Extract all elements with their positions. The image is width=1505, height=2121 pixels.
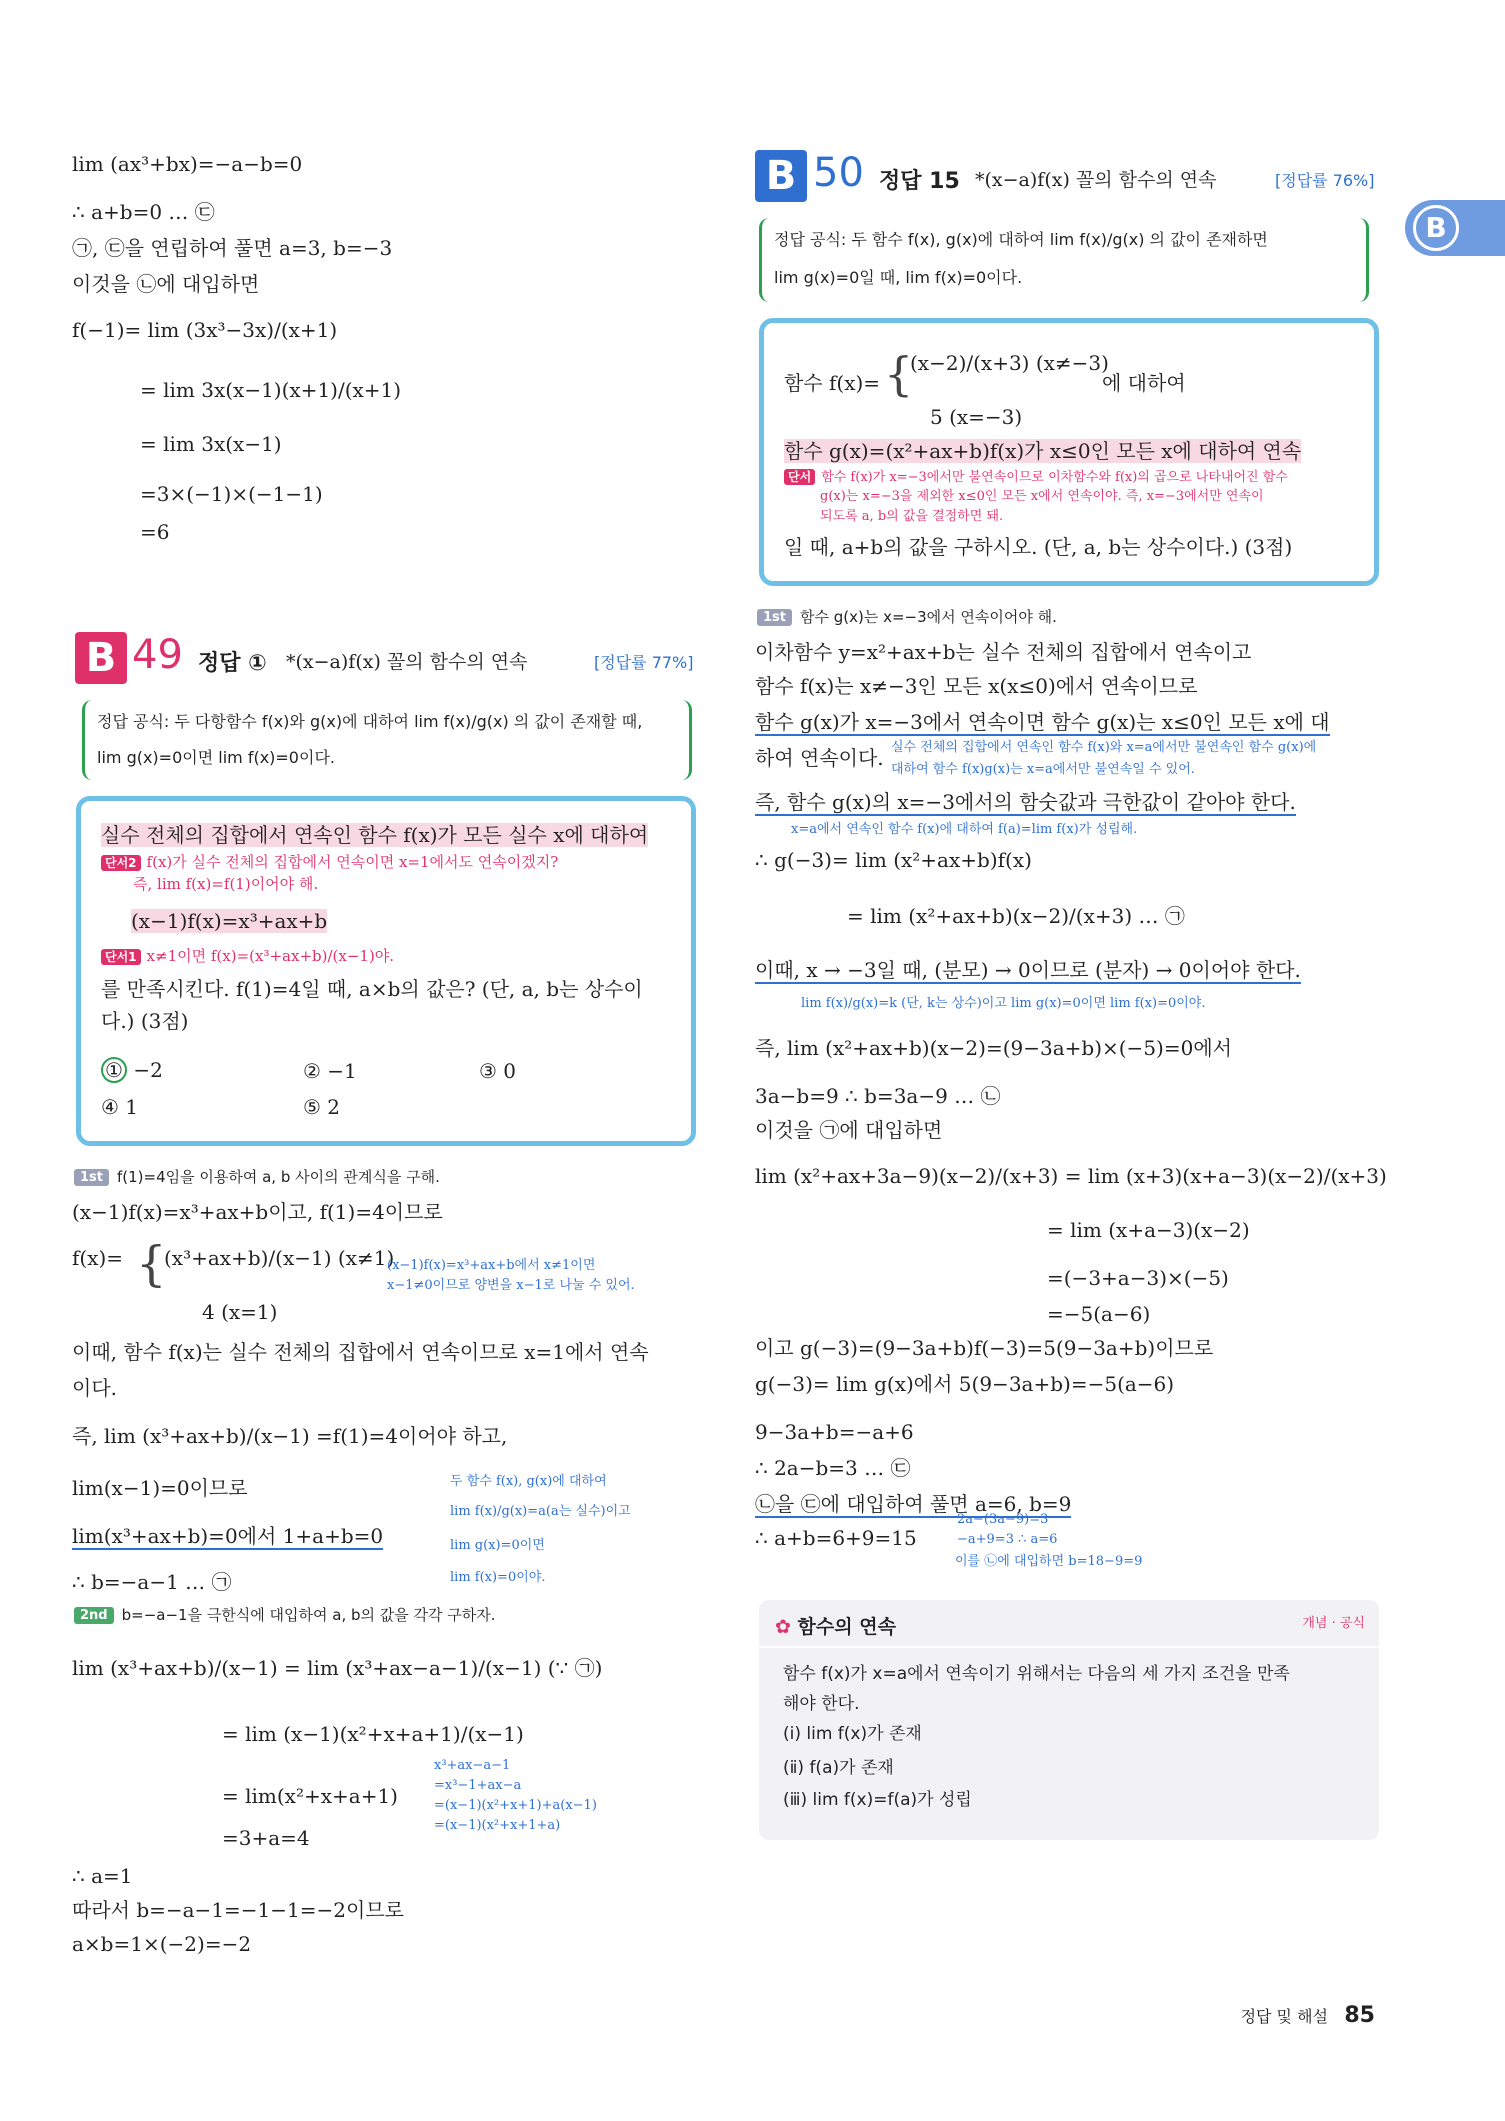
text-line: = lim (x²+ax+b)(x−2)/(x+3) … ㉠ bbox=[847, 904, 1185, 928]
side-note: 이를 ㉡에 대입하면 b=18−9=9 bbox=[955, 1554, 1143, 1569]
text-line: 함수 f(x)는 x≠−3인 모든 x(x≤0)에서 연속이므로 bbox=[755, 674, 1198, 698]
side-note: x−1≠0이므로 양변을 x−1로 나눌 수 있어. bbox=[387, 1278, 635, 1293]
concept-line: (ⅰ) lim f(x)가 존재 bbox=[783, 1724, 922, 1744]
text-line: lim (x²+ax+3a−9)(x−2)/(x+3) = lim (x+3)(x+a−3)(x−2)/(x+3) bbox=[755, 1164, 1387, 1188]
text-line: 이다. bbox=[72, 1376, 117, 1400]
problem-number: 50 bbox=[813, 150, 864, 196]
text-line: 9−3a+b=−a+6 bbox=[755, 1420, 914, 1444]
concept-line: 해야 한다. bbox=[783, 1694, 860, 1714]
side-note: x=a에서 연속인 함수 f(x)에 대하여 f(a)=lim f(x)가 성립해. bbox=[791, 822, 1138, 837]
side-note: 2a−(3a−9)=3 bbox=[957, 1512, 1049, 1527]
side-note: lim f(x)/g(x)=k (단, k는 상수)이고 lim g(x)=0이면 lim f(x)=0이야. bbox=[801, 996, 1206, 1011]
question-box bbox=[759, 318, 1379, 586]
text-line: lim(x−1)=0이므로 bbox=[72, 1476, 248, 1500]
text-line: ∴ a+b=6+9=15 bbox=[755, 1526, 917, 1550]
step-line: 1st f(1)=4임을 이용하여 a, b 사이의 관계식을 구해. bbox=[74, 1168, 440, 1186]
answer-label: 정답 ① bbox=[198, 651, 267, 676]
text-line: =3×(−1)×(−1−1) bbox=[140, 482, 323, 506]
text-line: 즉, lim (x³+ax+b)/(x−1) =f(1)=4이어야 하고, bbox=[72, 1424, 508, 1448]
question-line: 에 대하여 bbox=[1102, 371, 1186, 395]
side-note: −a+9=3 ∴ a=6 bbox=[957, 1532, 1058, 1547]
text-line: =−5(a−6) bbox=[1047, 1302, 1151, 1326]
text-line: = lim 3x(x−1) bbox=[140, 432, 282, 456]
problem-topic: *(x−a)f(x) 꼴의 함수의 연속 bbox=[975, 169, 1217, 191]
brace: { bbox=[136, 1236, 167, 1292]
piecewise-case: (x³+ax+b)/(x−1) (x≠1) bbox=[164, 1246, 395, 1270]
text-line: 따라서 b=−a−1=−1−1=−2이므로 bbox=[72, 1898, 404, 1922]
choice-1[interactable]: ① −2 bbox=[101, 1057, 163, 1083]
text-line: ∴ a=1 bbox=[72, 1864, 133, 1888]
question-equation: (x−1)f(x)=x³+ax+b bbox=[131, 909, 328, 933]
text-line: 이고 g(−3)=(9−3a+b)f(−3)=5(9−3a+b)이므로 bbox=[755, 1336, 1214, 1360]
divider bbox=[759, 1646, 1379, 1648]
key-formula-line: lim g(x)=0일 때, lim f(x)=0이다. bbox=[774, 268, 1023, 287]
page-number: 85 bbox=[1344, 2003, 1375, 2028]
text-line: 이것을 ㉡에 대입하면 bbox=[72, 272, 260, 296]
problem-badge: B bbox=[75, 632, 127, 684]
side-note: =(x−1)(x²+x+1)+a(x−1) bbox=[434, 1798, 597, 1813]
text-line: ㉡을 ㉢에 대입하여 풀면 a=6, b=9 bbox=[755, 1492, 1072, 1516]
concept-line: (ⅱ) f(a)가 존재 bbox=[783, 1758, 894, 1778]
hint-badge: 단서2 bbox=[101, 855, 141, 871]
text-line: ∴ a+b=0 … ㉢ bbox=[72, 200, 215, 224]
concept-tag: 개념 · 공식 bbox=[1302, 1616, 1365, 1631]
text-line: = lim 3x(x−1)(x+1)/(x+1) bbox=[140, 378, 402, 402]
text-line: 하여 연속이다. bbox=[755, 746, 884, 770]
text-line: lim (ax³+bx)=−a−b=0 bbox=[72, 152, 303, 176]
side-note: x³+ax−a−1 bbox=[434, 1758, 511, 1773]
hint-line: 단서1 x≠1이면 f(x)=(x³+ax+b)/(x−1)야. bbox=[101, 947, 394, 965]
question-line: 를 만족시킨다. f(1)=4일 때, a×b의 값은? (단, a, b는 상수이 bbox=[101, 977, 643, 1001]
piecewise-label: f(x)= bbox=[72, 1246, 124, 1270]
hint-line: 단서 함수 f(x)가 x=−3에서만 불연속이므로 이차함수와 f(x)의 곱으로 나타내어진 함수 bbox=[784, 469, 1288, 486]
text-line: 이때, x → −3일 때, (분모) → 0이므로 (분자) → 0이어야 한다. bbox=[755, 958, 1301, 982]
piecewise-case: (x−2)/(x+3) (x≠−3) bbox=[910, 351, 1109, 375]
hint-line: g(x)는 x=−3을 제외한 x≤0인 모든 x에서 연속이야. 즉, x=−3에서만 연속이 bbox=[820, 489, 1264, 504]
text-line: lim (x³+ax+b)/(x−1) = lim (x³+ax−a−1)/(x−1) (∵ ㉠) bbox=[72, 1656, 603, 1680]
text-line: ∴ b=−a−1 … ㉠ bbox=[72, 1570, 232, 1594]
text-line: 이것을 ㉠에 대입하면 bbox=[755, 1118, 943, 1142]
question-line: 실수 전체의 집합에서 연속인 함수 f(x)가 모든 실수 x에 대하여 bbox=[101, 823, 649, 847]
question-line: 함수 f(x)= bbox=[784, 371, 881, 395]
side-note: lim f(x)=0이야. bbox=[450, 1570, 546, 1585]
text-line: (x−1)f(x)=x³+ax+b이고, f(1)=4이므로 bbox=[72, 1200, 443, 1224]
choice-5[interactable]: ⑤ 2 bbox=[303, 1095, 341, 1119]
concept-title: ✿ 함수의 연속 bbox=[775, 1616, 896, 1638]
text-line: = lim(x²+x+a+1) bbox=[222, 1784, 398, 1808]
side-note: 대하여 함수 f(x)g(x)는 x=a에서만 불연속일 수 있어. bbox=[891, 762, 1195, 777]
side-note: lim f(x)/g(x)=a(a는 실수)이고 bbox=[450, 1504, 631, 1519]
key-formula-line: lim g(x)=0이면 lim f(x)=0이다. bbox=[97, 748, 335, 767]
hint-badge: 단서 bbox=[784, 469, 815, 485]
footer-label: 정답 및 해설 bbox=[1240, 2007, 1329, 2026]
text-line: g(−3)= lim g(x)에서 5(9−3a+b)=−5(a−6) bbox=[755, 1372, 1175, 1396]
step-badge: 1st bbox=[74, 1169, 109, 1187]
hint-badge: 단서1 bbox=[101, 949, 141, 965]
side-note: 두 함수 f(x), g(x)에 대하여 bbox=[450, 1474, 607, 1489]
side-note: 실수 전체의 집합에서 연속인 함수 f(x)와 x=a에서만 불연속인 함수 g(x)에 bbox=[891, 740, 1317, 755]
problem-number: 49 bbox=[132, 632, 183, 678]
correct-rate: [정답률 77%] bbox=[594, 653, 694, 672]
key-formula-box bbox=[82, 700, 692, 780]
correct-rate: [정답률 76%] bbox=[1275, 171, 1375, 190]
choice-3[interactable]: ③ 0 bbox=[479, 1059, 517, 1083]
text-line: 이차함수 y=x²+ax+b는 실수 전체의 집합에서 연속이고 bbox=[755, 640, 1252, 664]
brace: { bbox=[884, 347, 914, 401]
section-tab-label: B bbox=[1413, 205, 1459, 251]
text-line: 3a−b=9 ∴ b=3a−9 … ㉡ bbox=[755, 1084, 1001, 1108]
text-line: ∴ 2a−b=3 … ㉢ bbox=[755, 1456, 911, 1480]
answer-label: 정답 15 bbox=[879, 169, 960, 194]
key-formula-line: 정답 공식: 두 함수 f(x), g(x)에 대하여 lim f(x)/g(x) 의 값이 존재하면 bbox=[774, 230, 1268, 249]
text-line: 즉, 함수 g(x)의 x=−3에서의 함숫값과 극한값이 같아야 한다. bbox=[755, 790, 1296, 814]
question-line: 일 때, a+b의 값을 구하시오. (단, a, b는 상수이다.) (3점) bbox=[784, 535, 1293, 559]
step-line: 1st 함수 g(x)는 x=−3에서 연속이어야 해. bbox=[757, 608, 1057, 626]
page-footer bbox=[1241, 2003, 1375, 2028]
text-line: =3+a=4 bbox=[222, 1826, 310, 1850]
text-line: ㉠, ㉢을 연립하여 풀면 a=3, b=−3 bbox=[72, 236, 393, 260]
text-line: lim(x³+ax+b)=0에서 1+a+b=0 bbox=[72, 1524, 384, 1548]
choice-4[interactable]: ④ 1 bbox=[101, 1095, 139, 1119]
side-note: =(x−1)(x²+x+1+a) bbox=[434, 1818, 561, 1833]
step-line: 2nd b=−a−1을 극한식에 대입하여 a, b의 값을 각각 구하자. bbox=[74, 1606, 496, 1624]
text-line: = lim (x−1)(x²+x+a+1)/(x−1) bbox=[222, 1722, 524, 1746]
step-badge: 2nd bbox=[74, 1607, 114, 1625]
hint-line: 단서2 f(x)가 실수 전체의 집합에서 연속이면 x=1에서도 연속이겠지? bbox=[101, 853, 558, 871]
text-line: 함수 g(x)가 x=−3에서 연속이면 함수 g(x)는 x≤0인 모든 x에 대 bbox=[755, 710, 1330, 734]
text-line: 이때, 함수 f(x)는 실수 전체의 집합에서 연속이므로 x=1에서 연속 bbox=[72, 1340, 649, 1364]
side-note: (x−1)f(x)=x³+ax+b에서 x≠1이면 bbox=[387, 1258, 596, 1273]
text-line: = lim (x+a−3)(x−2) bbox=[1047, 1218, 1250, 1242]
concept-line: (ⅲ) lim f(x)=f(a)가 성립 bbox=[783, 1790, 972, 1810]
question-line: 다.) (3점) bbox=[101, 1009, 189, 1033]
question-line: 함수 g(x)=(x²+ax+b)f(x)가 x≤0인 모든 x에 대하여 연속 bbox=[784, 439, 1302, 463]
problem-badge: B bbox=[755, 150, 807, 202]
piecewise-case: 5 (x=−3) bbox=[930, 405, 1023, 429]
text-line: f(−1)= lim (3x³−3x)/(x+1) bbox=[72, 318, 338, 342]
key-formula-line: 정답 공식: 두 다항함수 f(x)와 g(x)에 대하여 lim f(x)/g(x) 의 값이 존재할 때, bbox=[97, 712, 643, 731]
side-note: lim g(x)=0이면 bbox=[450, 1538, 545, 1553]
piecewise-case: 4 (x=1) bbox=[202, 1300, 278, 1324]
concept-box bbox=[759, 1600, 1379, 1840]
text-line: =(−3+a−3)×(−5) bbox=[1047, 1266, 1229, 1290]
side-note: =x³−1+ax−a bbox=[434, 1778, 522, 1793]
text-line: ∴ g(−3)= lim (x²+ax+b)f(x) bbox=[755, 848, 1032, 872]
text-line: 즉, lim (x²+ax+b)(x−2)=(9−3a+b)×(−5)=0에서 bbox=[755, 1036, 1232, 1060]
text-line: a×b=1×(−2)=−2 bbox=[72, 1932, 252, 1956]
key-formula-box bbox=[759, 218, 1369, 302]
step-badge: 1st bbox=[757, 609, 792, 627]
hint-line: 되도록 a, b의 값을 결정하면 돼. bbox=[820, 509, 1004, 524]
section-tab bbox=[1405, 200, 1505, 256]
choice-2[interactable]: ② −1 bbox=[303, 1059, 357, 1083]
hint-line: 즉, lim f(x)=f(1)이어야 해. bbox=[133, 875, 319, 893]
text-line: =6 bbox=[140, 520, 170, 544]
problem-topic: *(x−a)f(x) 꼴의 함수의 연속 bbox=[286, 651, 528, 673]
concept-line: 함수 f(x)가 x=a에서 연속이기 위해서는 다음의 세 가지 조건을 만족 bbox=[783, 1664, 1290, 1684]
question-box bbox=[76, 796, 696, 1146]
